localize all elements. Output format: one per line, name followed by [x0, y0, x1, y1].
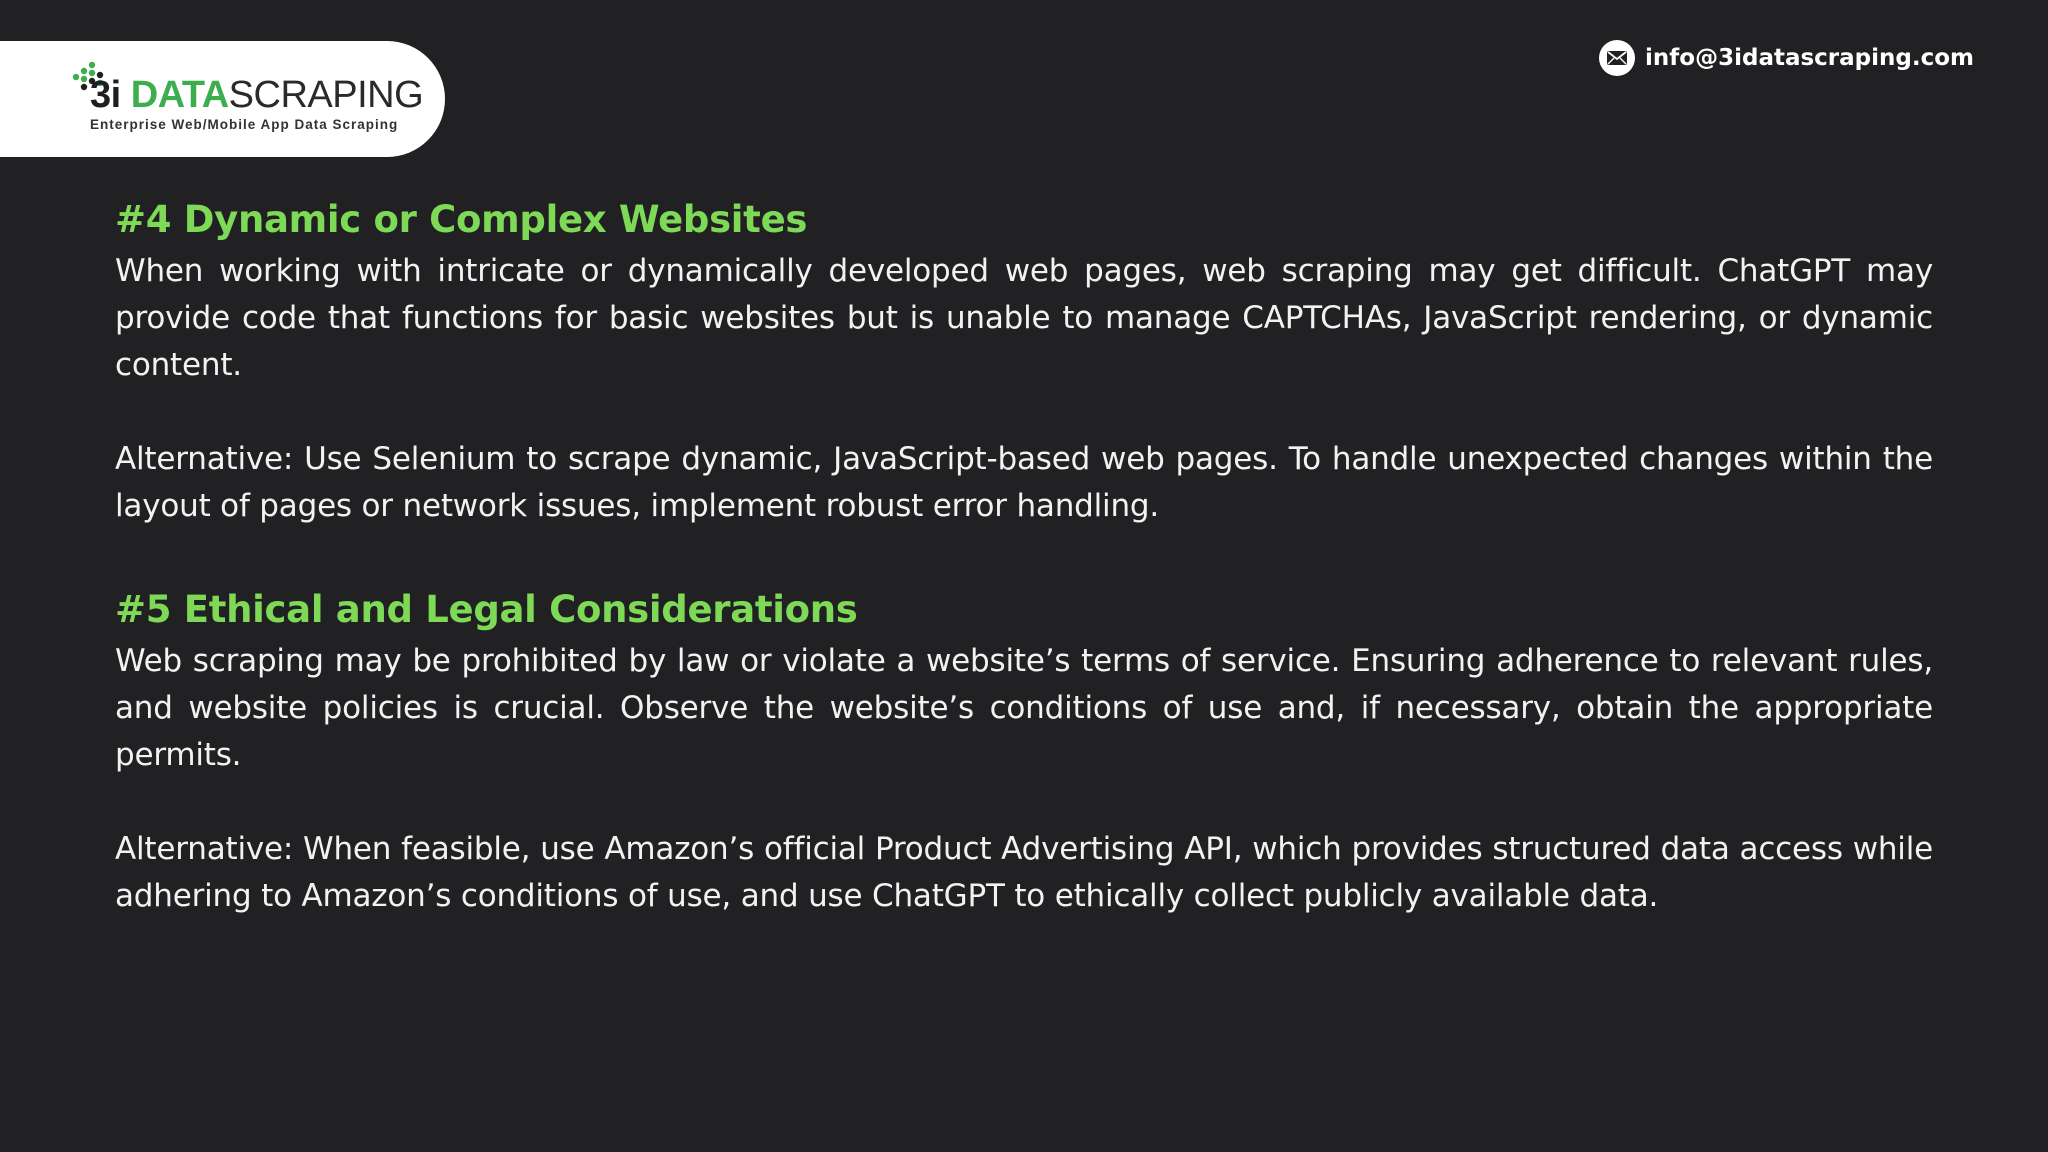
logo-word-scraping: SCRAPING	[228, 74, 424, 116]
logo-number: 3i	[90, 74, 121, 116]
logo-tagline: Enterprise Web/Mobile App Data Scraping	[90, 117, 399, 132]
section-heading-4: #4 Dynamic or Complex Websites	[115, 198, 808, 241]
section-5-paragraph-1: Web scraping may be prohibited by law or violate a website’s terms of service. Ensuring adherence to relevant rules, and website policies is crucial. Observe the website’s conditions of use and, if necessary, obtain the appropriate permits.	[115, 643, 1933, 773]
logo-wordmark	[90, 75, 423, 115]
logo-word-data: DATA	[130, 74, 229, 116]
mail-icon	[1599, 40, 1635, 76]
section-5-paragraph-2: Alternative: When feasible, use Amazon’s official Product Advertising API, which provides structured data access while adhering to Amazon’s conditions of use, and use ChatGPT to ethically collect publicly available data.	[115, 831, 1933, 914]
article-content	[115, 192, 1933, 920]
section-heading-5: #5 Ethical and Legal Considerations	[115, 588, 858, 631]
logo-badge	[0, 41, 445, 157]
section-4-paragraph-2: Alternative: Use Selenium to scrape dynamic, JavaScript-based web pages. To handle unexpected changes within the layout of pages or network issues, implement robust error handling.	[115, 441, 1933, 524]
email-address[interactable]: info@3idatascraping.com	[1645, 45, 1974, 71]
section-4-paragraph-1: When working with intricate or dynamically developed web pages, web scraping may get difficult. ChatGPT may provide code that functions for basic websites but is unable to manage CAPTCHAs, JavaScript rendering, or dynamic content.	[115, 253, 1933, 383]
contact-email[interactable]	[1599, 40, 1974, 76]
